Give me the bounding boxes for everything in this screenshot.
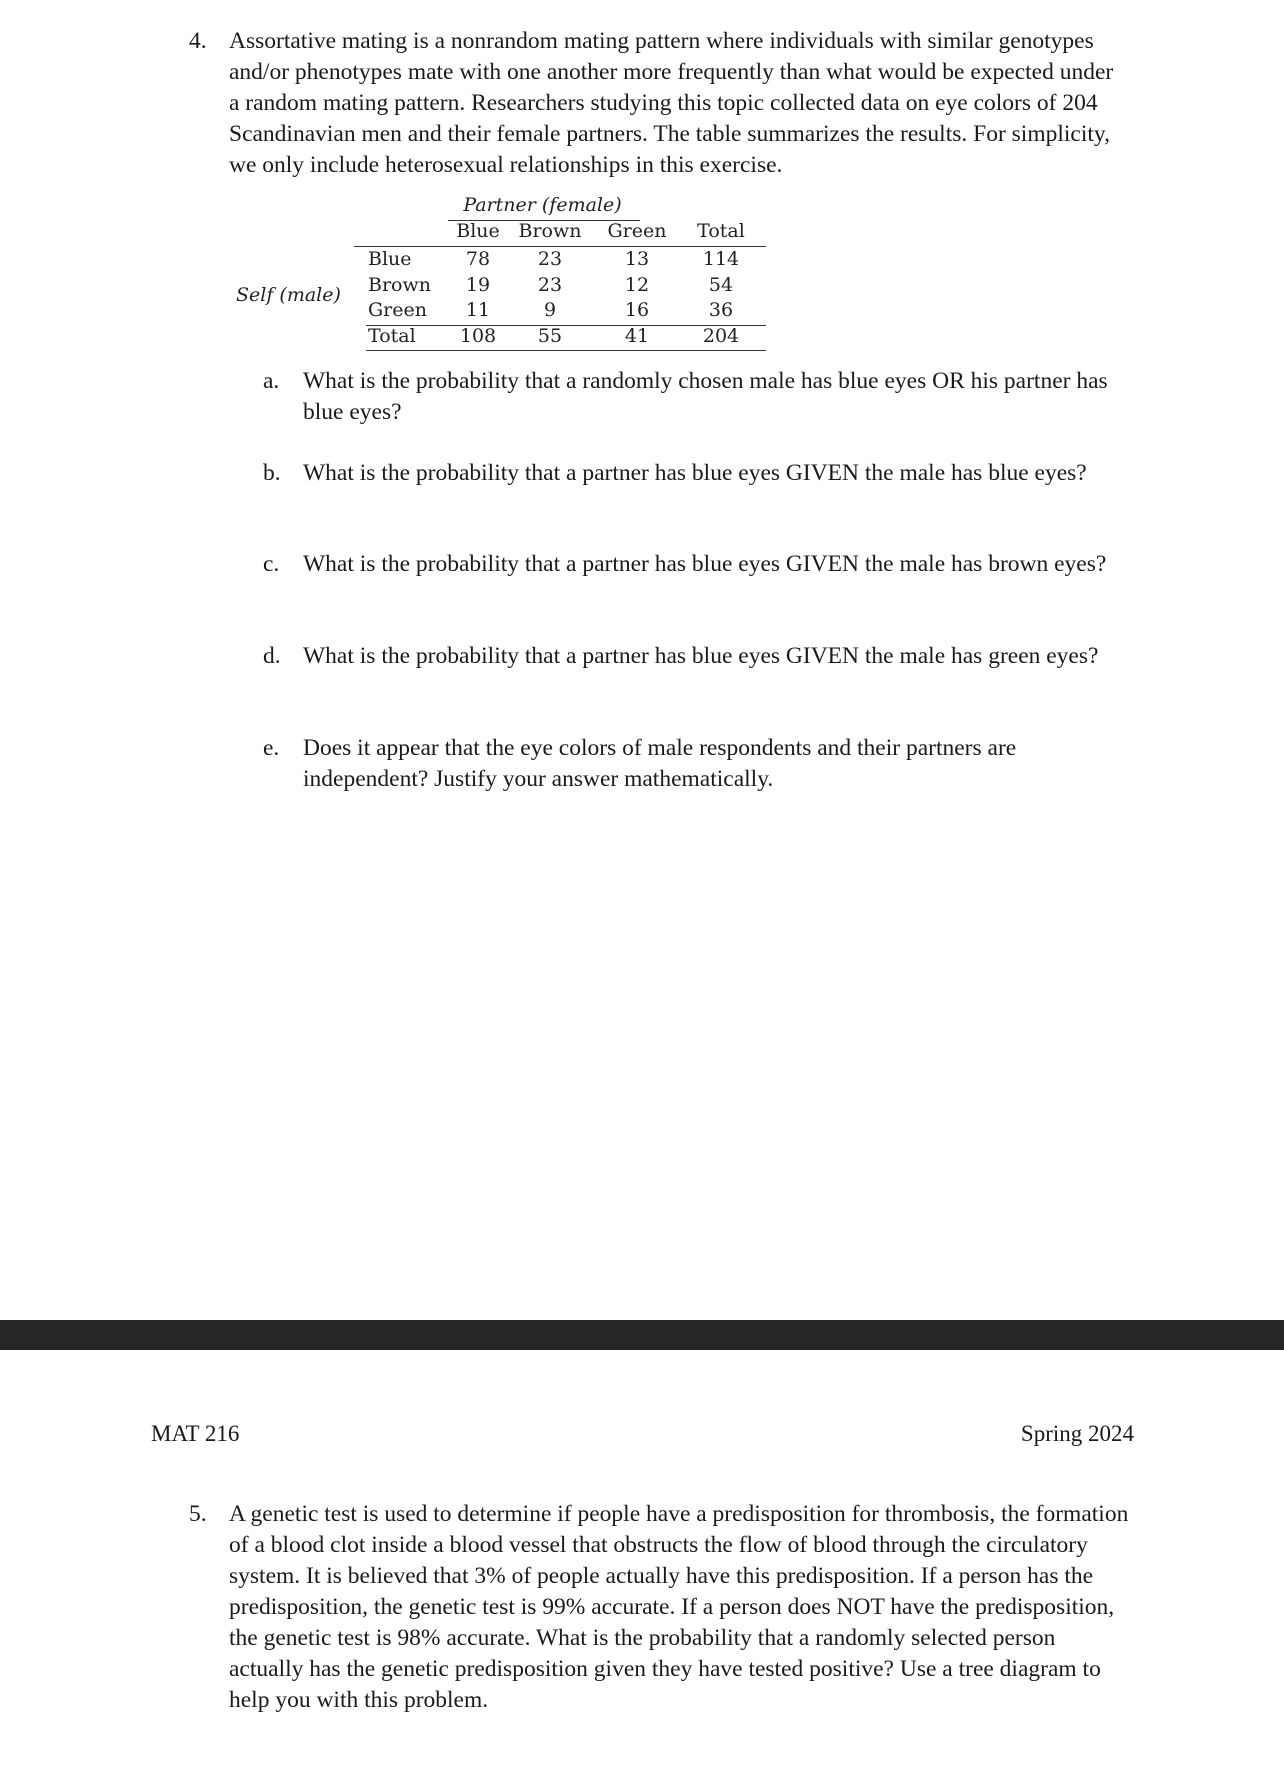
table-cell: 54 [708,274,734,296]
table-cell: 23 [537,274,563,296]
page-break-bar [0,1320,1284,1350]
question-text: What is the probability that a partner has blue eyes GIVEN the male has blue eyes? [303,460,1087,486]
question-text: What is the probability that a partner has blue eyes GIVEN the male has brown eyes? [303,551,1107,577]
table-cell: 9 [543,299,557,321]
col-header-green: Green [607,220,667,242]
table-cell: 11 [465,299,491,321]
col-header-brown: Brown [518,220,582,242]
table-cell: 16 [624,299,650,321]
col-header-blue: Blue [456,220,500,242]
table-cell: 41 [624,325,650,347]
col-header-total: Total [697,220,745,242]
question-letter: e. [263,735,280,761]
table-cell: 55 [537,325,563,347]
row-label-brown: Brown [368,274,431,296]
problem-number: 4. [189,28,207,54]
table-cell: 23 [537,248,563,270]
problem-number: 5. [189,1501,207,1527]
problem-text: Assortative mating is a nonrandom mating pattern where individuals with similar genotypes and/or phenotypes mate with one another more frequently than what would be expected under a random mating pattern. Researchers studying this topic collected data on eye colors of 204 Scandinavian men and their female partners. The table summarizes the results. For simplicity, we only include heterosexual relationships in this exercise. [229,28,1114,178]
row-label-blue: Blue [368,248,412,270]
header-rule [354,246,766,247]
table-cell: 114 [702,248,740,270]
table-cell: 108 [459,325,497,347]
question-text: Does it appear that the eye colors of male respondents and their partners are independent? Justify your answer mathematically. [303,735,1017,792]
question-letter: d. [263,643,281,669]
row-label-total: Total [368,325,416,347]
question-text: What is the probability that a partner has blue eyes GIVEN the male has green eyes? [303,643,1099,669]
bottom-rule [366,350,766,351]
table-cell: 204 [702,325,740,347]
question-text: What is the probability that a randomly chosen male has blue eyes OR his partner has blue eyes? [303,368,1108,425]
eye-color-table [230,194,790,354]
problem-text: A genetic test is used to determine if people have a predisposition for thrombosis, the formation of a blood clot inside a blood vessel that obstructs the flow of blood through the circulatory system. It is believed that 3% of people actually have this predisposition. If a person has the predisposition, the genetic test is 99% accurate. If a person does NOT have the predisposition, the genetic test is 98% accurate. What is the probability that a randomly selected person actually has the genetic predisposition given they have tested positive? Use a tree diagram to help you with this problem. [229,1501,1129,1713]
term-label: Spring 2024 [1020,1421,1134,1446]
table-cell: 13 [624,248,650,270]
column-group-label: Partner (female) [463,194,622,216]
table-cell: 36 [708,299,734,321]
question-letter: c. [263,551,280,577]
course-code: MAT 216 [151,1421,240,1446]
table-cell: 78 [465,248,491,270]
table-cell: 12 [624,274,650,296]
row-label-green: Green [368,299,427,321]
row-group-label: Self (male) [236,284,341,306]
question-letter: a. [263,368,280,394]
question-letter: b. [263,460,281,486]
table-cell: 19 [465,274,491,296]
